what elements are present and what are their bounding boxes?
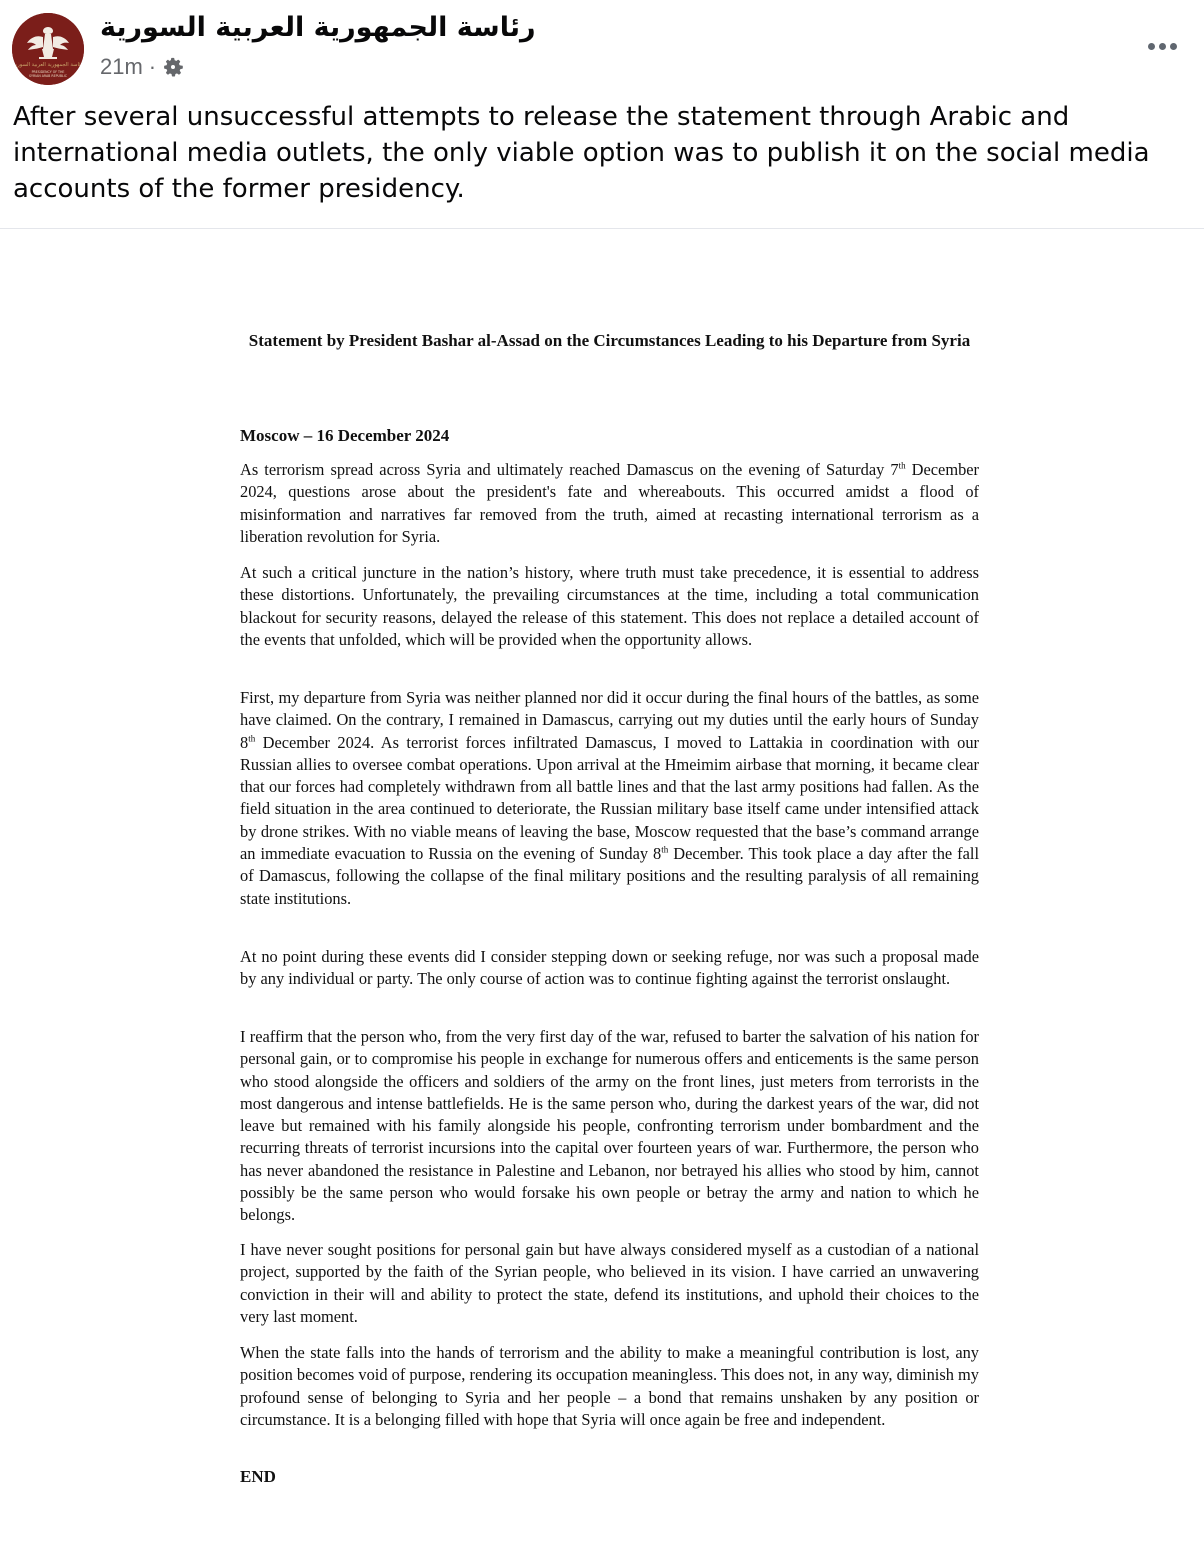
svg-text:PRESIDENCY OF THE: PRESIDENCY OF THE [31, 70, 65, 74]
post-timestamp[interactable]: 21m [100, 54, 143, 79]
statement-title: Statement by President Bashar al-Assad on the Circumstances Leading to his Departure from Syria [248, 331, 971, 350]
gear-icon[interactable] [162, 56, 184, 78]
page-name[interactable]: رئاسة الجمهورية العربية السورية [100, 12, 536, 43]
more-options-button[interactable] [1140, 30, 1184, 62]
more-horizontal-icon [1148, 43, 1155, 50]
post-text: After several unsuccessful attempts to release the statement through Arabic and international media outlets, the only viable option was to publish it on the social media accounts of the former presidency. [13, 102, 1150, 204]
svg-text:SYRIAN ARAB REPUBLIC: SYRIAN ARAB REPUBLIC [29, 74, 67, 78]
divider [0, 228, 1204, 229]
paragraph-7: When the state falls into the hands of terrorism and the ability to make a meaningful contribution is lost, any position becomes void of purpose, rendering its occupation meaningless. This does not, in any way, diminish my profound sense of belonging to Syria and her people – a bond that remains unshaken by any position or circumstance. It is a belonging filled with hope that Syria will once again be free and independent. [240, 1343, 979, 1429]
eagle-emblem-icon [12, 13, 84, 85]
post-meta [100, 54, 184, 80]
paragraph-6: I have never sought positions for personal gain but have always considered myself as a custodian of a national project, supported by the faith of the Syrian people, who believed in its vision. I have carried an unwavering conviction in their will and ability to protect the state, defend its institutions, and uphold their choices to the very last moment. [240, 1240, 979, 1326]
paragraph-4: At no point during these events did I consider stepping down or seeking refuge, nor was such a proposal made by any individual or party. The only course of action was to continue fighting against the terrorist onslaught. [240, 947, 979, 989]
meta-separator: · [148, 54, 157, 79]
paragraph-5: I reaffirm that the person who, from the very first day of the war, refused to barter the salvation of his nation for personal gain, or to compromise his people in exchange for numerous offers and enticements is the same person who stood alongside the officers and soldiers of the army on the front lines, just meters from terrorists in the most dangerous and intense battlefields. He is the same person who, during the darkest years of the war, did not leave but remained with his family alongside his people, confronting terrorism under bombardment and the recurring threats of terrorist incursions into the capital over fourteen years of war. Furthermore, the person who has never abandoned the resistance in Palestine and Lebanon, nor betrayed his allies who stood by him, cannot possibly be the same person who would forsake his own people or betray the army and nation to which he belongs. [240, 1027, 979, 1225]
more-horizontal-icon [1159, 43, 1166, 50]
paragraph-2: At such a critical juncture in the nation’s history, where truth must take precedence, it is essential to address these distortions. Unfortunately, the prevailing circumstances at the time, including a total communication blackout for security reasons, delayed the release of this statement. This does not replace a detailed account of the events that unfolded, which will be provided when the opportunity allows. [240, 563, 979, 649]
svg-text:رئاسة الجمهورية العربية السوري: رئاسة الجمهورية العربية السورية [12, 62, 84, 68]
statement-dateline: Moscow – 16 December 2024 [240, 426, 450, 445]
paragraph-1: As terrorism spread across Syria and ultimately reached Damascus on the evening of Saturday 7th December 2024, questions arose about the president's fate and whereabouts. This occurred amidst a flood of misinformation and narratives far removed from the truth, aimed at recasting international terrorism as a liberation revolution for Syria. [240, 460, 979, 546]
post-header [0, 0, 1204, 100]
statement-end: END [240, 1467, 276, 1486]
page-avatar[interactable] [12, 13, 84, 85]
paragraph-3: First, my departure from Syria was neither planned nor did it occur during the final hours of the battles, as some have claimed. On the contrary, I remained in Damascus, carrying out my duties until the early hours of Sunday 8th December 2024. As terrorist forces infiltrated Damascus, I moved to Lattakia in coordination with our Russian allies to oversee combat operations. Upon arrival at the Hmeimim airbase that morning, it became clear that our forces had completely withdrawn from all battle lines and that the last army positions had fallen. As the field situation in the area continued to deteriorate, the Russian military base itself came under intensified attack by drone strikes. With no viable means of leaving the base, Moscow requested that the base’s command arrange an immediate evacuation to Russia on the evening of Sunday 8th December. This took place a day after the fall of Damascus, following the collapse of the final military positions and the resulting paralysis of all remaining state institutions. [240, 688, 979, 908]
more-horizontal-icon [1170, 43, 1177, 50]
